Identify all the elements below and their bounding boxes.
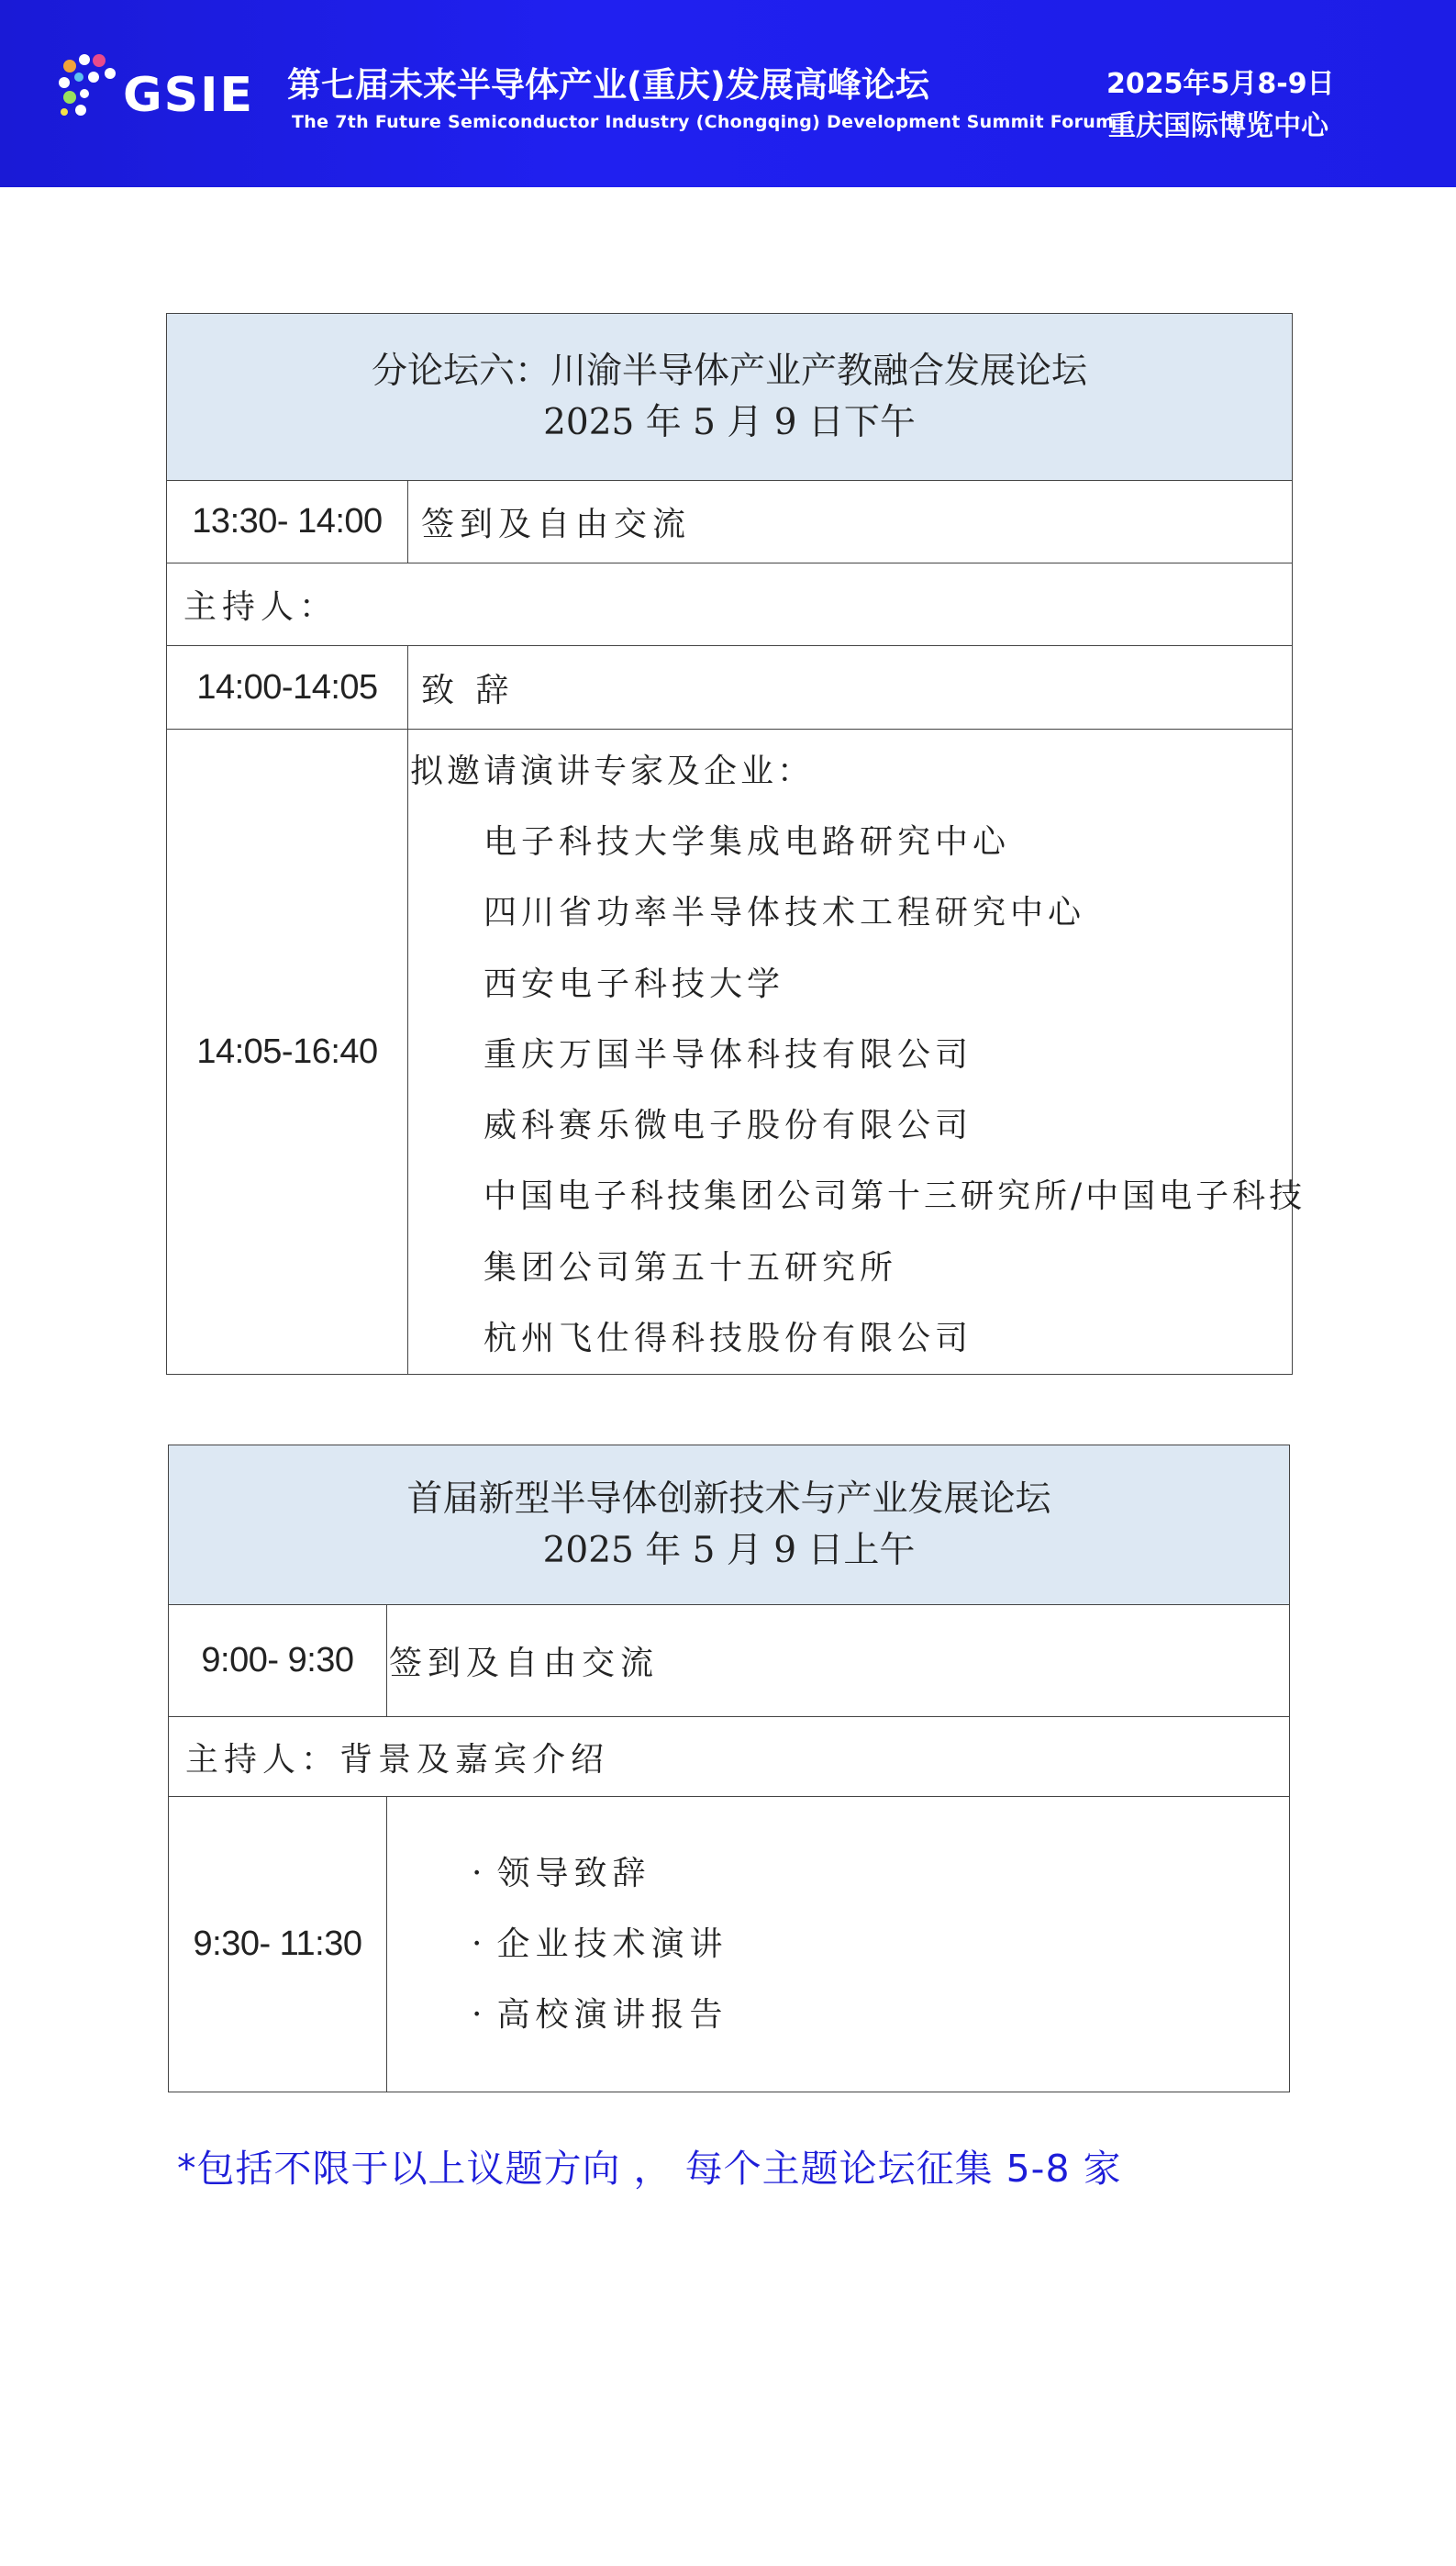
- time-slot: 9:30- 11:30: [169, 1797, 387, 2092]
- logo-text: GSIE: [123, 68, 255, 123]
- list-item: 电子科技大学集成电路研究中心: [483, 823, 1011, 861]
- session-table-2: [168, 1445, 1290, 2092]
- activity: 致 辞: [408, 646, 1293, 730]
- event-venue: 重庆国际博览中心: [1108, 110, 1328, 142]
- session-table-1: [166, 313, 1306, 1375]
- event-date: 2025年5月8-9日: [1106, 68, 1335, 100]
- list-item: 四川省功率半导体技术工程研究中心: [483, 894, 1086, 932]
- list-item: · 高校演讲报告: [472, 1996, 728, 2034]
- time-slot: 14:05-16:40: [167, 730, 408, 1375]
- list-item: 中国电子科技集团公司第十三研究所/中国电子科技: [483, 1177, 1306, 1216]
- list-item: 西安电子科技大学: [483, 965, 785, 1003]
- time-slot: 14:00-14:05: [167, 646, 408, 730]
- host-row: 主持人：背景及嘉宾介绍: [169, 1717, 1290, 1797]
- time-slot: 13:30- 14:00: [167, 481, 408, 563]
- activity: 签到及自由交流: [408, 481, 1293, 563]
- program-list: [387, 1797, 1290, 2092]
- list-item: 重庆万国半导体科技有限公司: [483, 1035, 973, 1074]
- header-banner: [0, 0, 1456, 187]
- session-header: [169, 1445, 1290, 1605]
- session-title: 分论坛六：川渝半导体产业产教融合发展论坛: [372, 350, 1088, 392]
- speaker-list: [408, 730, 1306, 1375]
- list-item: 集团公司第五十五研究所: [483, 1248, 898, 1287]
- footnote: *包括不限于以上议题方向 ， 每个主题论坛征集 5-8 家: [177, 2147, 1122, 2191]
- list-item: · 领导致辞: [472, 1855, 651, 1892]
- gsie-logo: [57, 51, 255, 134]
- speaker-list-intro: 拟邀请演讲专家及企业：: [410, 753, 815, 790]
- list-item: · 企业技术演讲: [472, 1925, 728, 1963]
- session-date: 2025 年 5 月 9 日上午: [542, 1529, 916, 1571]
- session-header: [167, 314, 1293, 481]
- chip-dots-icon: [57, 51, 121, 125]
- time-slot: 9:00- 9:30: [169, 1605, 387, 1717]
- session-date: 2025 年 5 月 9 日下午: [543, 401, 916, 443]
- activity: 签到及自由交流: [387, 1605, 1290, 1717]
- forum-title: 第七届未来半导体产业(重庆)发展高峰论坛: [287, 65, 929, 105]
- session-title: 首届新型半导体创新技术与产业发展论坛: [406, 1478, 1051, 1520]
- host-row: 主持人：: [167, 563, 1293, 646]
- forum-subtitle-en: The 7th Future Semiconductor Industry (Chongqing) Development Summit Forum: [292, 112, 1115, 132]
- list-item: 威科赛乐微电子股份有限公司: [483, 1107, 973, 1145]
- list-item: 杭州飞仕得科技股份有限公司: [483, 1320, 973, 1358]
